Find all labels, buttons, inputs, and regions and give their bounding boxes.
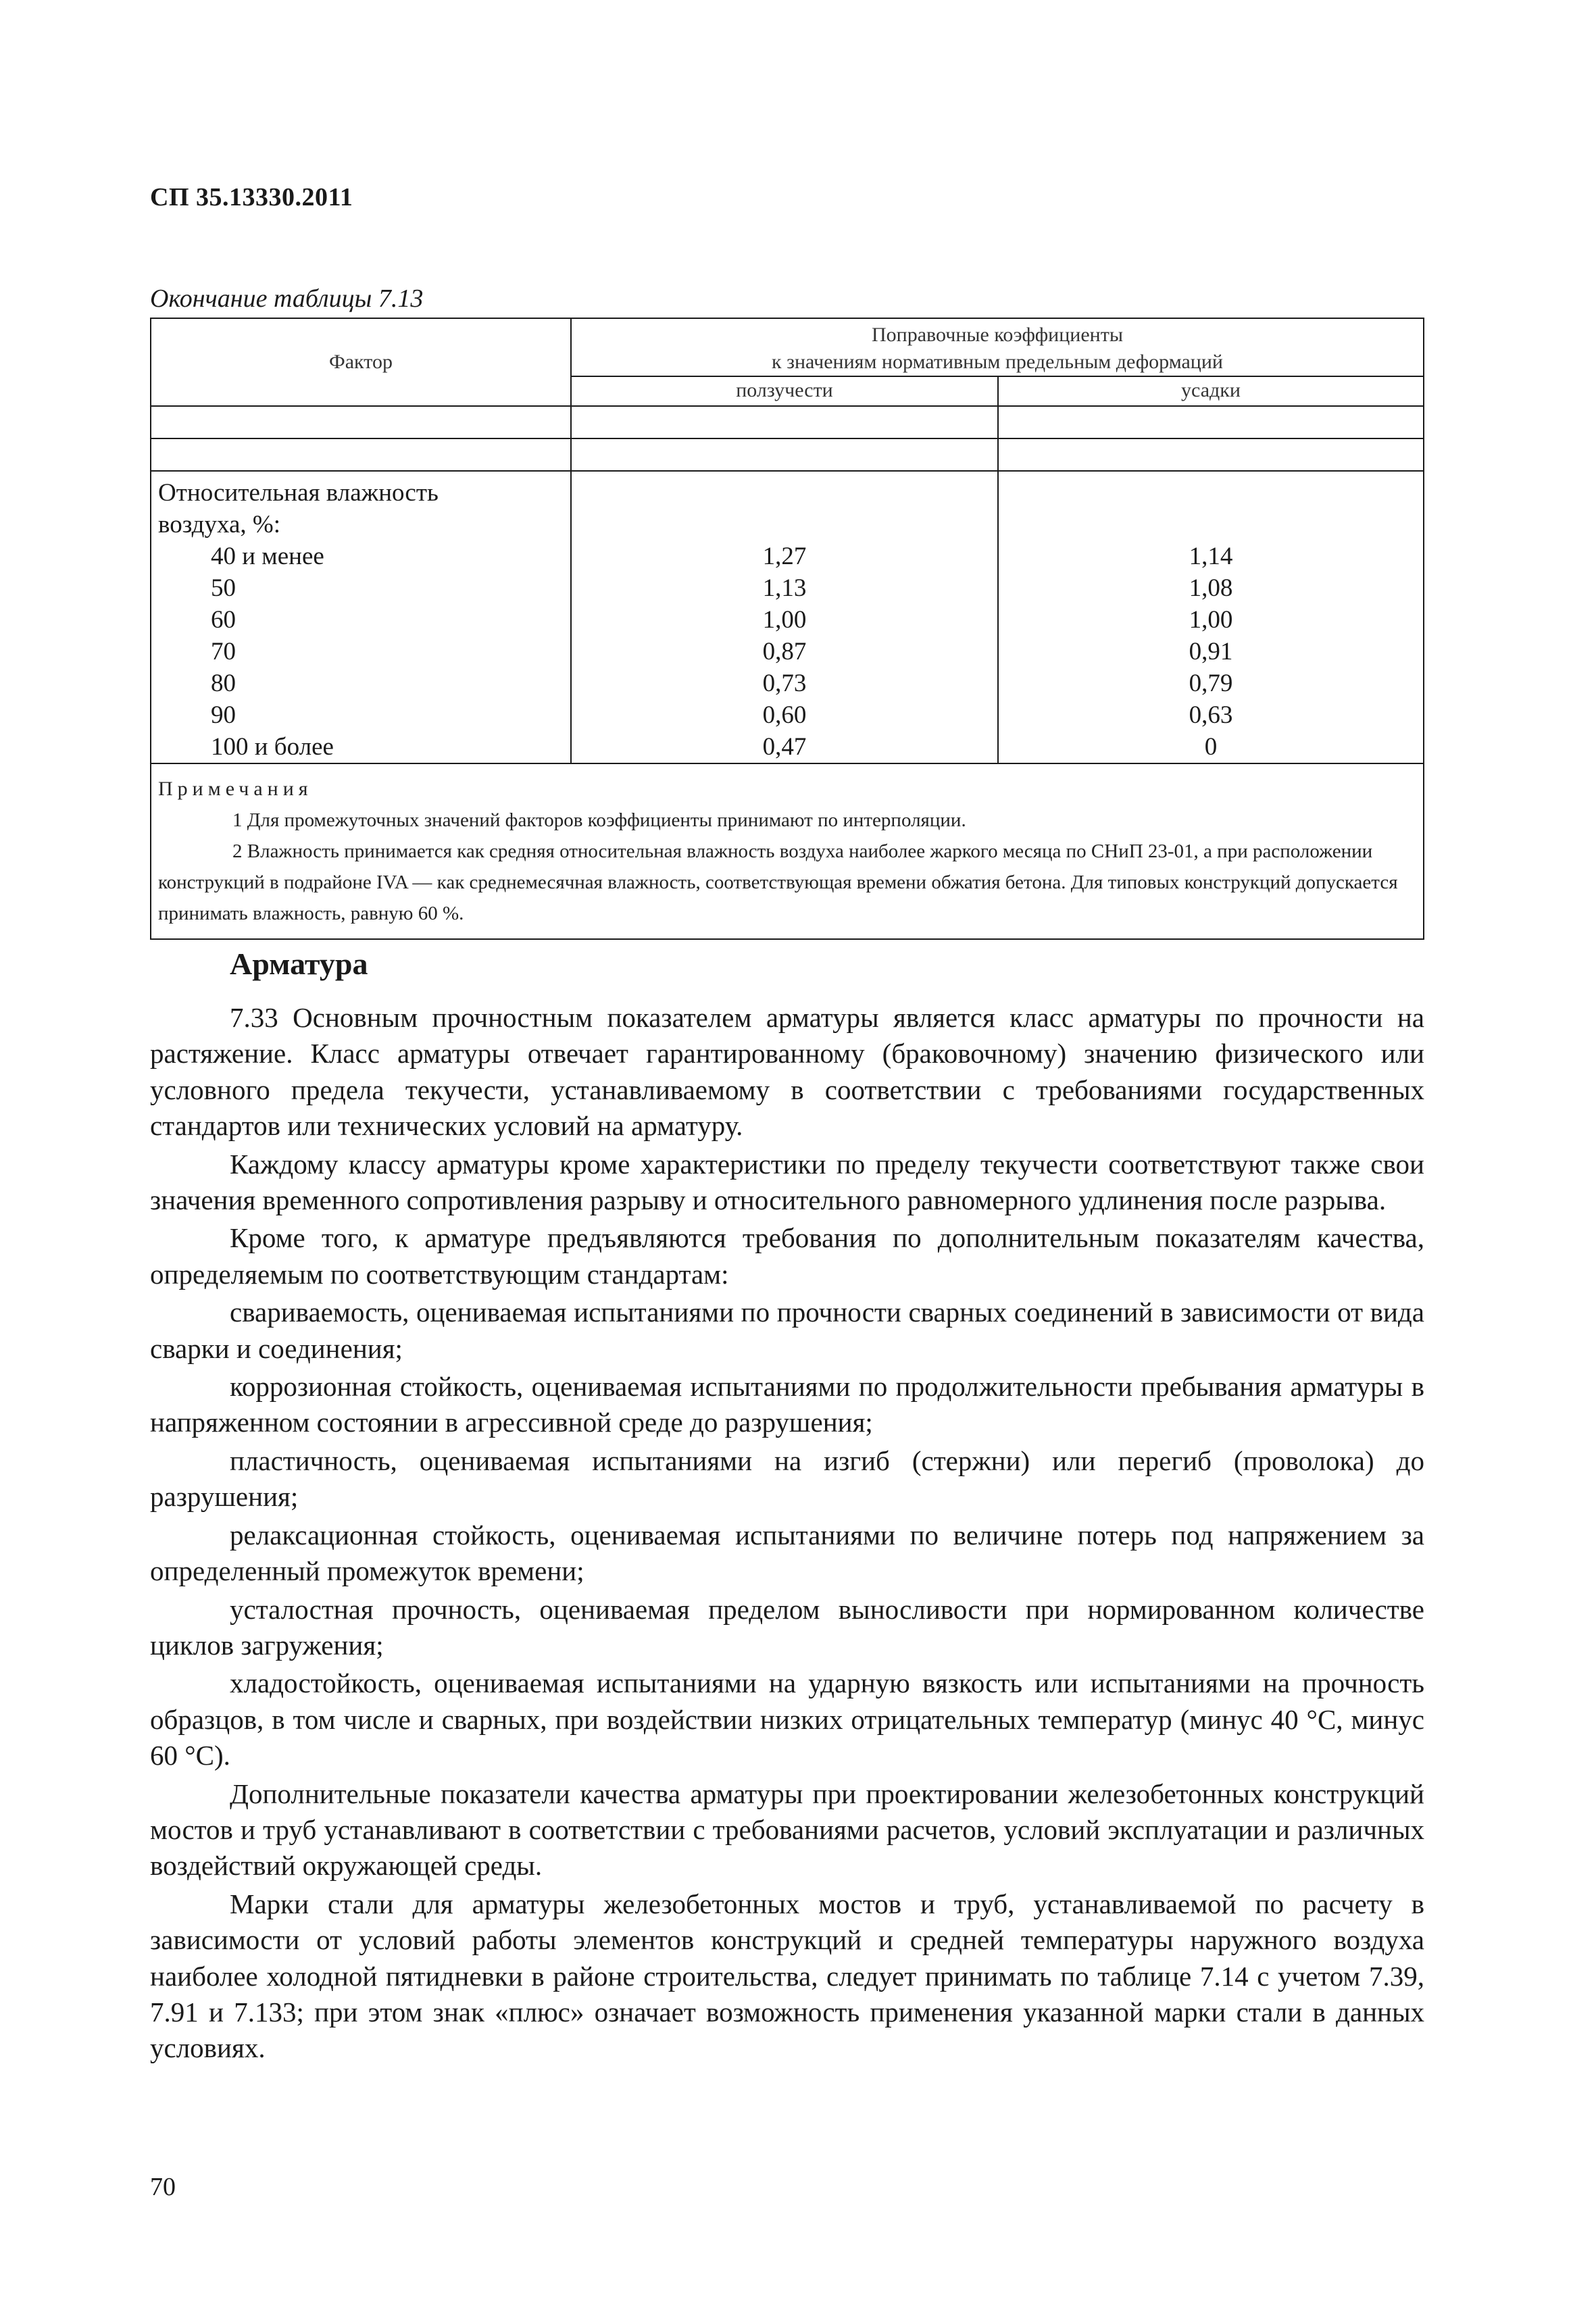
creep-value: 1,13 — [762, 574, 807, 602]
paragraph: Марки стали для арматуры железобетонных мостов и труб, устанавливаемой по расчету в зависимости от условий работы элементов конструкций и средней температуры наружного воздуха наиболее холодной пятидневки в районе строительства, следует принимать по таблице 7.14 с учетом 7.39, 7.91 и 7.133; при этом знак «плюс» означает возможность применения указанной марки стали в данных условиях. — [150, 1888, 1424, 2064]
paragraph: Дополнительные показатели качества арматуры при проектировании железобетонных конструкций мостов и труб устанавливают в соответствии с требованиями расчетов, условий эксплуатации и различных воздействий окружающей среды. — [150, 1778, 1424, 1882]
header-factor: Фактор — [151, 318, 571, 406]
paragraph: 7.33 Основным прочностным показателем арматуры является класс арматуры по прочности на растяжение. Класс арматуры отвечает гарантированному (браковочному) значению физического или условного предела текучести, устанавливаемому в соответствии с требованиями государственных стандартов или технических условий на арматуру. — [150, 1002, 1424, 1142]
group-title-line2: воздуха, %: — [158, 511, 281, 538]
table-empty-row — [151, 406, 1424, 438]
header-shrinkage: усадки — [998, 376, 1424, 406]
page-number: 70 — [150, 2173, 176, 2201]
factor-value: 70 — [211, 638, 236, 665]
shrinkage-value: 0,91 — [1189, 638, 1233, 665]
notes-title: Примечания — [158, 778, 313, 800]
shrinkage-value: 1,00 — [1189, 606, 1233, 634]
shrinkage-value: 0,79 — [1189, 670, 1233, 697]
factor-value: 90 — [211, 701, 236, 729]
note-1: 1 Для промежуточных значений факторов коэффициенты принимают по интерполяции. — [232, 809, 966, 831]
factor-value: 40 и менее — [211, 543, 324, 570]
creep-value: 0,47 — [762, 733, 807, 761]
table-notes — [151, 763, 1424, 939]
factor-value: 80 — [211, 670, 236, 697]
factor-value: 50 — [211, 574, 236, 602]
humidity-factor-cell — [151, 471, 571, 763]
shrinkage-value: 1,08 — [1189, 574, 1233, 602]
creep-value: 1,00 — [762, 606, 807, 634]
creep-value: 0,60 — [762, 701, 807, 729]
shrinkage-value: 1,14 — [1189, 543, 1233, 570]
factor-value: 60 — [211, 606, 236, 634]
body-text — [150, 1000, 1424, 2069]
header-creep: ползучести — [571, 376, 998, 406]
creep-values-cell — [571, 471, 998, 763]
section-title: Арматура — [230, 947, 368, 981]
list-item: релаксационная стойкость, оцениваемая испытаниями по величине потерь под напряжением за определенный промежуток времени; — [150, 1519, 1424, 1587]
list-item: пластичность, оцениваемая испытаниями на изгиб (стержни) или перегиб (проволока) до разрушения; — [150, 1444, 1424, 1513]
factor-value: 100 и более — [211, 733, 334, 761]
creep-value: 0,73 — [762, 670, 807, 697]
document-code-header: СП 35.13330.2011 — [150, 183, 353, 211]
creep-value: 1,27 — [762, 543, 807, 570]
table-empty-row — [151, 438, 1424, 471]
header-coefficients-line1: Поправочные коэффициенты — [872, 324, 1123, 346]
list-item: усталостная прочность, оцениваемая пределом выносливости при нормированном количестве циклов загружения; — [150, 1593, 1424, 1661]
list-item: коррозионная стойкость, оцениваемая испытаниями по продолжительности пребывания арматуры в напряженном состоянии в агрессивной среде до разрушения; — [150, 1371, 1424, 1438]
paragraph: Кроме того, к арматуре предъявляются требования по дополнительным показателям качества, определяемым по соответствующим стандартам: — [150, 1222, 1424, 1290]
group-title-line1: Относительная влажность — [158, 479, 439, 507]
shrinkage-value: 0,63 — [1189, 701, 1233, 729]
creep-value: 0,87 — [762, 638, 807, 665]
shrinkage-values-cell — [998, 471, 1424, 763]
note-2: 2 Влажность принимается как средняя относительная влажность воздуха наиболее жаркого месяца по СНиП 23-01, а при расположении конструкций в подрайоне IVA — как среднемесячная влажность, соответствующая времени обжатия бетона. Для типовых конструкций допускается принимать влажность, равную 60 %. — [158, 840, 1398, 924]
list-item: хладостойкость, оцениваемая испытаниями на ударную вязкость или испытаниями на прочность образцов, в том числе и сварных, при воздействии низких отрицательных температур (минус 40 °С, минус 60 °С). — [150, 1667, 1424, 1771]
header-coefficients — [571, 318, 1424, 376]
table-notes-row — [151, 763, 1424, 939]
header-coefficients-line2: к значениям нормативным предельным деформаций — [772, 351, 1223, 373]
list-item: свариваемость, оцениваемая испытаниями по прочности сварных соединений в зависимости от вида сварки и соединения; — [150, 1297, 1424, 1364]
table-caption: Окончание таблицы 7.13 — [150, 284, 424, 313]
correction-coefficients-table — [150, 318, 1424, 940]
shrinkage-value: 0 — [1204, 733, 1218, 761]
paragraph: Каждому классу арматуры кроме характеристики по пределу текучести соответствуют также свои значения временного сопротивления разрыву и относительного равномерного удлинения после разрыва. — [150, 1148, 1424, 1216]
humidity-data-row — [151, 471, 1424, 763]
